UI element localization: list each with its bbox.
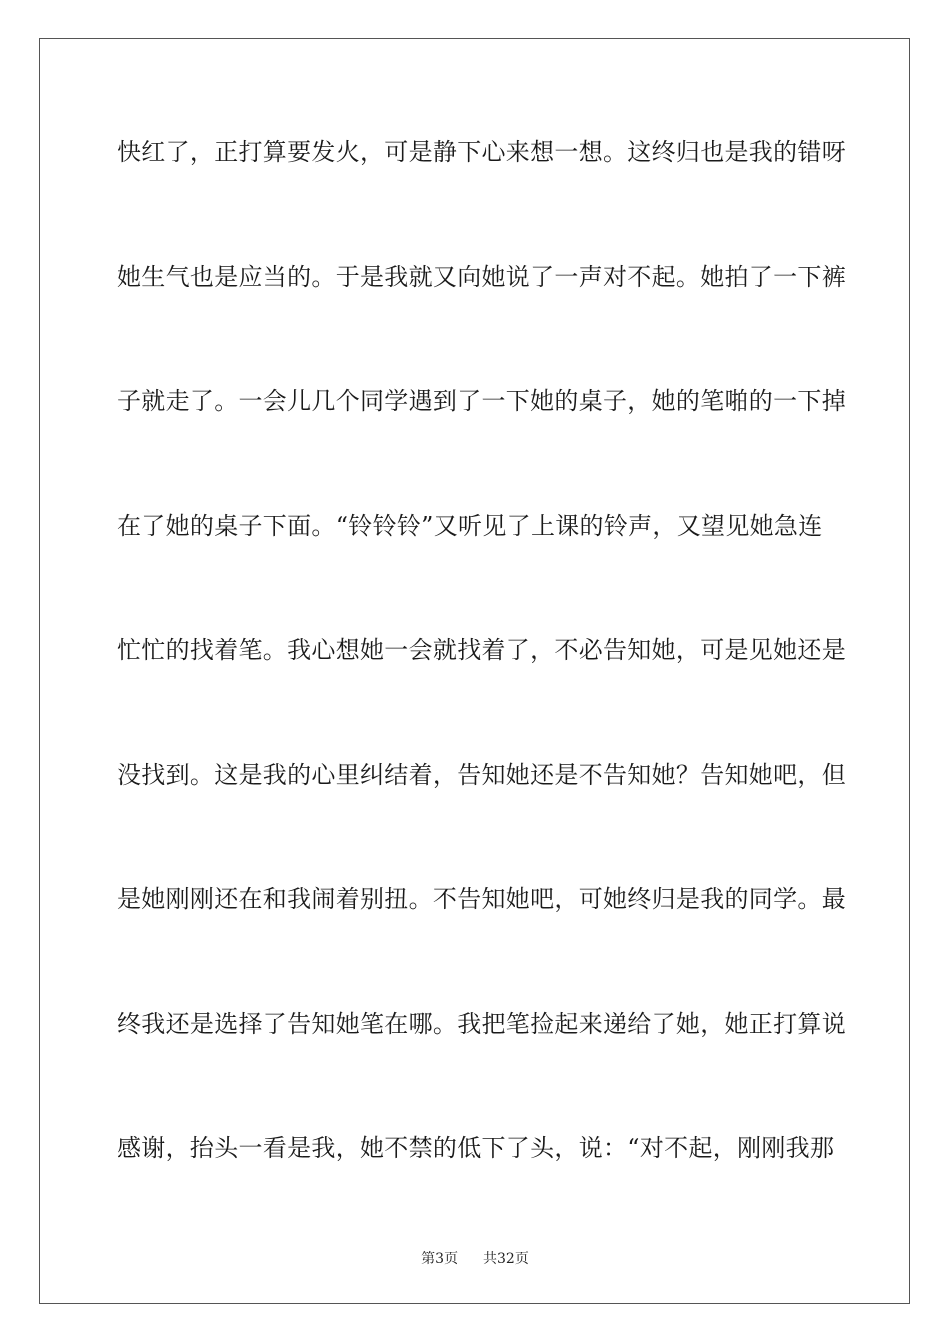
text-line-2: 她生气也是应当的。于是我就又向她说了一声对不起。她拍了一下裤 xyxy=(117,262,846,291)
text-line-3: 子就走了。一会儿几个同学遇到了一下她的桌子，她的笔啪的一下掉 xyxy=(117,387,846,415)
page-footer xyxy=(0,1248,950,1268)
text-line-5: 忙忙的找着笔。我心想她一会就找着了，不必告知她，可是见她还是 xyxy=(117,636,846,664)
text-line-9: 感谢，抬头一看是我，她不禁的低下了头，说：“对不起，刚刚我那 xyxy=(117,1134,835,1162)
text-line-7: 是她刚刚还在和我闹着别扭。不告知她吧，可她终归是我的同学。最 xyxy=(117,885,846,913)
document-body xyxy=(117,128,846,1249)
text-line-4: 在了她的桌子下面。“铃铃铃”又听见了上课的铃声，又望见她急连 xyxy=(117,511,823,540)
page-number: 第3页 xyxy=(421,1251,459,1267)
text-line-1: 快红了，正打算要发火，可是静下心来想一想。这终归也是我的错呀 xyxy=(117,138,846,166)
text-line-8: 终我还是选择了告知她笔在哪。我把笔捡起来递给了她，她正打算说 xyxy=(117,1009,846,1038)
total-pages: 共32页 xyxy=(483,1251,529,1267)
text-line-6: 没找到。这是我的心里纠结着，告知她还是不告知她？告知她吧，但 xyxy=(117,760,846,789)
